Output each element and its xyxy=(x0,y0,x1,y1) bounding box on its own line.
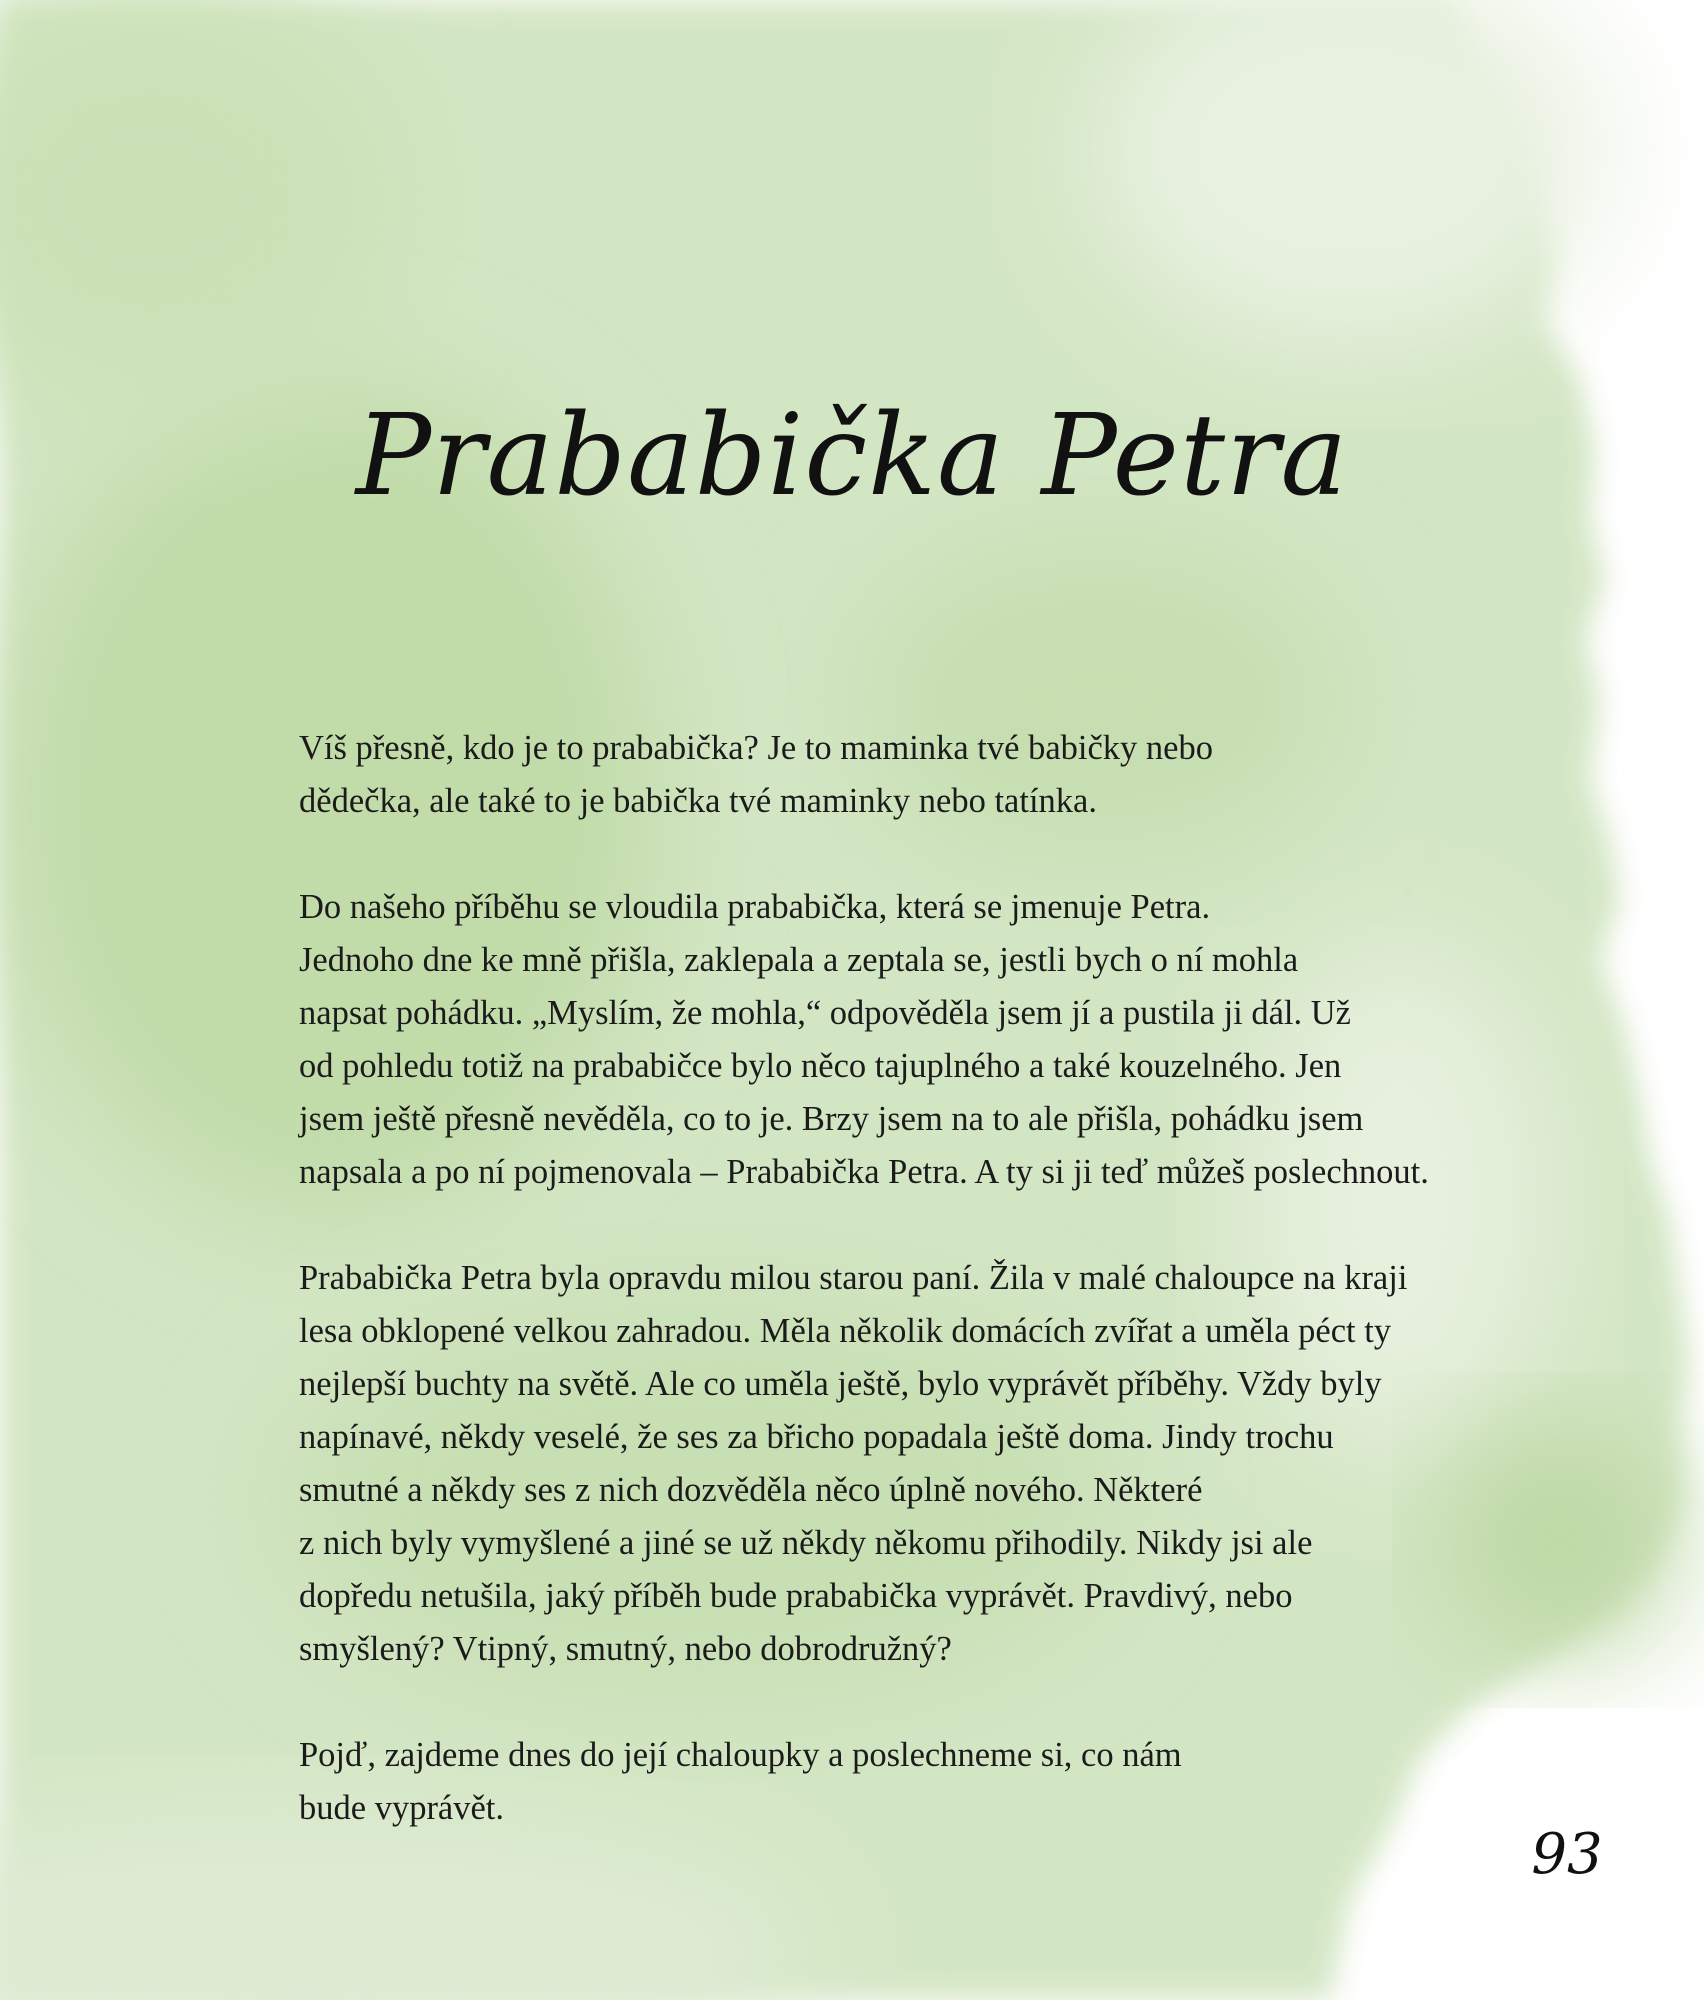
text-line: jsem ještě přesně nevěděla, co to je. Brzy jsem na to ale přišla, pohádku jsem xyxy=(299,1100,1364,1138)
text-line: smutné a někdy ses z nich dozvěděla něco úplně nového. Některé xyxy=(299,1471,1203,1509)
paragraph xyxy=(299,722,1599,828)
text-line: Víš přesně, kdo je to prababička? Je to maminka tvé babičky nebo xyxy=(299,729,1213,767)
text-line: z nich byly vymyšlené a jiné se už někdy někomu přihodily. Nikdy jsi ale xyxy=(299,1524,1313,1562)
text-line: napsala a po ní pojmenovala – Prababička Petra. A ty si ji teď můžeš poslechnout. xyxy=(299,1153,1429,1191)
text-line: od pohledu totiž na prababičce bylo něco tajuplného a také kouzelného. Jen xyxy=(299,1047,1342,1085)
paragraph xyxy=(299,881,1599,1199)
text-line: dědečka, ale také to je babička tvé maminky nebo tatínka. xyxy=(299,782,1097,820)
text-line: nejlepší buchty na světě. Ale co uměla ještě, bylo vyprávět příběhy. Vždy byly xyxy=(299,1365,1382,1403)
paragraph xyxy=(299,1252,1599,1676)
text-line: Jednoho dne ke mně přišla, zaklepala a zeptala se, jestli bych o ní mohla xyxy=(299,941,1299,979)
text-line: dopředu netušila, jaký příběh bude prababička vyprávět. Pravdivý, nebo xyxy=(299,1577,1293,1615)
text-line: bude vyprávět. xyxy=(299,1789,505,1827)
text-line: Prababička Petra byla opravdu milou starou paní. Žila v malé chaloupce na kraji xyxy=(299,1259,1408,1297)
text-line: Pojď, zajdeme dnes do její chaloupky a poslechneme si, co nám xyxy=(299,1736,1182,1774)
text-line: napínavé, někdy veselé, že ses za břicho popadala ještě doma. Jindy trochu xyxy=(299,1418,1334,1456)
text-line: lesa obklopené velkou zahradou. Měla několik domácích zvířat a uměla péct ty xyxy=(299,1312,1392,1350)
text-line: Do našeho příběhu se vloudila prababička, která se jmenuje Petra. xyxy=(299,888,1211,926)
page-title: Prababička Petra xyxy=(355,391,1349,521)
text-line: smyšlený? Vtipný, smutný, nebo dobrodružný? xyxy=(299,1630,952,1668)
paragraph xyxy=(299,1729,1599,1835)
text-line: napsat pohádku. „Myslím, že mohla,“ odpověděla jsem jí a pustila ji dál. Už xyxy=(299,994,1351,1032)
story-text xyxy=(299,722,1599,1888)
page-number: 93 xyxy=(1531,1822,1603,1887)
